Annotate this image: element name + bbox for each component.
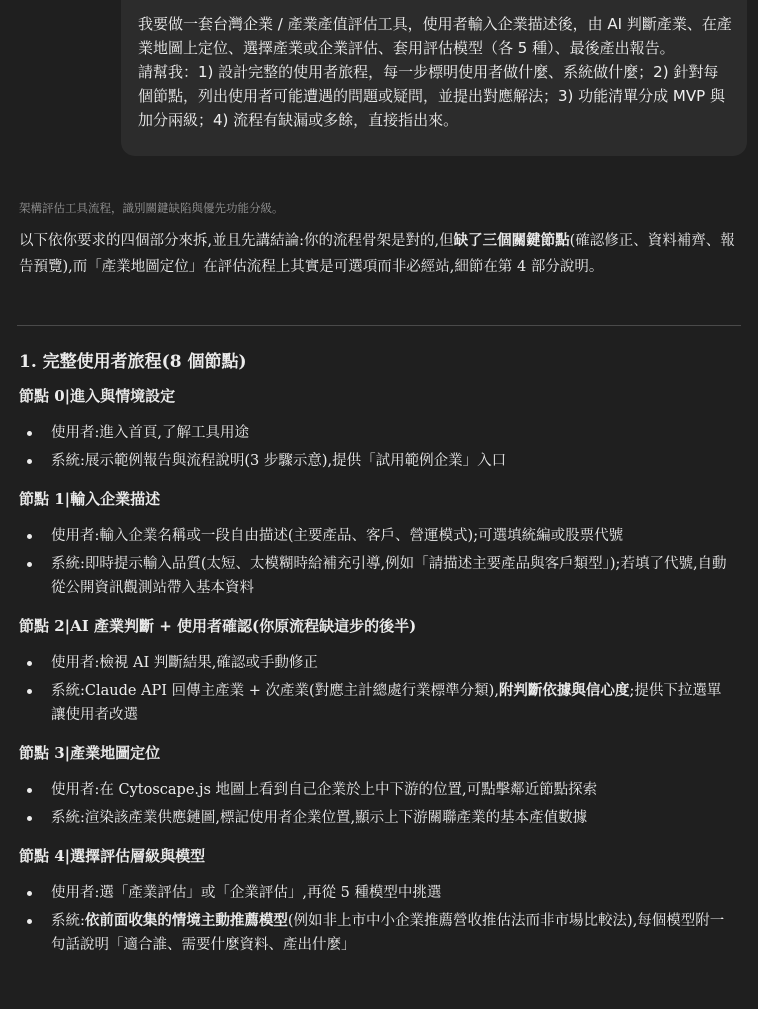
list-item: [19, 806, 735, 830]
bullet-icon: [27, 816, 32, 821]
list-item-text: 系統:渲染該產業供應鏈圖,標記使用者企業位置,顯示上下游關聯產業的基本產值數據: [51, 810, 588, 826]
user-message-paragraph: 請幫我：1) 設計完整的使用者旅程，每一步標明使用者做什麼、系統做什麼；2) 針對每個節點，列出使用者可能遭遇的問題或疑問，並提出對應解法；3) 功能清單分成 MVP 與加分兩級；4) 流程有缺漏或多餘，直接指出來。: [138, 63, 725, 129]
intro-paragraph: [19, 228, 741, 280]
list-item: [19, 421, 735, 445]
assistant-reply-intro: [19, 228, 741, 280]
section-heading: 1. 完整使用者旅程(8 個節點): [19, 352, 247, 372]
list-item-text: (例如非上市中小企業推薦營收推估法而非市場比較法),每個模型附一句話說明「適合誰、需要什麼資料、產出什麼」: [51, 913, 725, 953]
node-heading: 節點 2|AI 產業判斷 + 使用者確認(你原流程缺這步的後半): [19, 617, 417, 635]
node-list: [19, 651, 735, 727]
list-item-text: 系統:即時提示輸入品質(太短、太模糊時給補充引導,例如「請描述主要產品與客戶類型」);若填了代號,自動從公開資訊觀測站帶入基本資料: [51, 556, 727, 596]
bullet-icon: [27, 431, 32, 436]
list-item-bold-text: 附判斷依據與信心度: [498, 682, 630, 699]
list-item-text: 使用者:檢視 AI 判斷結果,確認或手動修正: [51, 655, 318, 671]
bullet-icon: [27, 788, 32, 793]
list-item: [19, 778, 735, 802]
list-item-bold-text: 依前面收集的情境主動推薦模型: [84, 912, 288, 929]
list-item-text: 系統:: [51, 913, 85, 929]
list-item-text: 使用者:輸入企業名稱或一段自由描述(主要產品、客戶、營運模式);可選填統編或股票代號: [51, 528, 624, 544]
node-list: [19, 778, 735, 830]
bullet-icon: [27, 534, 32, 539]
intro-text: 以下依你要求的四個部分來拆,並且先講結論:你的流程骨架是對的,但: [19, 233, 454, 249]
journey-node: [19, 613, 735, 727]
list-item: [19, 651, 735, 675]
node-list: [19, 881, 735, 957]
journey-node: [19, 486, 735, 600]
user-message-paragraph: 我要做一套台灣企業 / 產業產值評估工具，使用者輸入企業描述後，由 AI 判斷產業、在產業地圖上定位、選擇產業或企業評估、套用評估模型（各 5 種）、最後產出報告。: [138, 15, 732, 57]
thinking-summary[interactable]: 架構評估工具流程，識別關鍵缺陷與優先功能分級。: [19, 201, 284, 215]
list-item: [19, 909, 735, 957]
list-item-text: 系統:展示範例報告與流程說明(3 步驟示意),提供「試用範例企業」入口: [51, 453, 507, 469]
node-heading: 節點 4|選擇評估層級與模型: [19, 847, 206, 865]
list-item: [19, 679, 735, 727]
list-item-text: 系統:Claude API 回傳主產業 + 次產業(對應主計總處行業標準分類),: [51, 683, 499, 699]
assistant-reply-body: [19, 347, 735, 970]
journey-node: [19, 740, 735, 830]
bullet-icon: [27, 919, 32, 924]
list-item-text: 使用者:進入首頁,了解工具用途: [51, 425, 249, 441]
list-item: [19, 552, 735, 600]
bullet-icon: [27, 562, 32, 567]
bullet-icon: [27, 689, 32, 694]
bullet-icon: [27, 459, 32, 464]
bullet-icon: [27, 661, 32, 666]
user-message-bubble: [121, 0, 747, 156]
intro-bold-text: 缺了三個關鍵節點: [453, 232, 570, 249]
divider: [17, 325, 741, 326]
node-heading: 節點 0|進入與情境設定: [19, 387, 176, 405]
list-item: [19, 881, 735, 905]
list-item-text: 使用者:選「產業評估」或「企業評估」,再從 5 種模型中挑選: [51, 885, 442, 901]
journey-node: [19, 843, 735, 957]
node-list: [19, 421, 735, 473]
node-heading: 節點 1|輸入企業描述: [19, 490, 161, 508]
intro-text: (確認修正、資料補齊、報告預覽),而「產業地圖定位」在評估流程上其實是可選項而非必經站,細節在第 4 部分說明。: [19, 233, 735, 275]
bullet-icon: [27, 891, 32, 896]
list-item: [19, 449, 735, 473]
list-item-text: 使用者:在 Cytoscape.js 地圖上看到自己企業於上中下游的位置,可點擊鄰近節點探索: [51, 782, 598, 798]
list-item: [19, 524, 735, 548]
node-list: [19, 524, 735, 600]
journey-node: [19, 383, 735, 473]
node-heading: 節點 3|產業地圖定位: [19, 744, 161, 762]
list-item-text: ;提供下拉選單讓使用者改選: [51, 683, 722, 723]
